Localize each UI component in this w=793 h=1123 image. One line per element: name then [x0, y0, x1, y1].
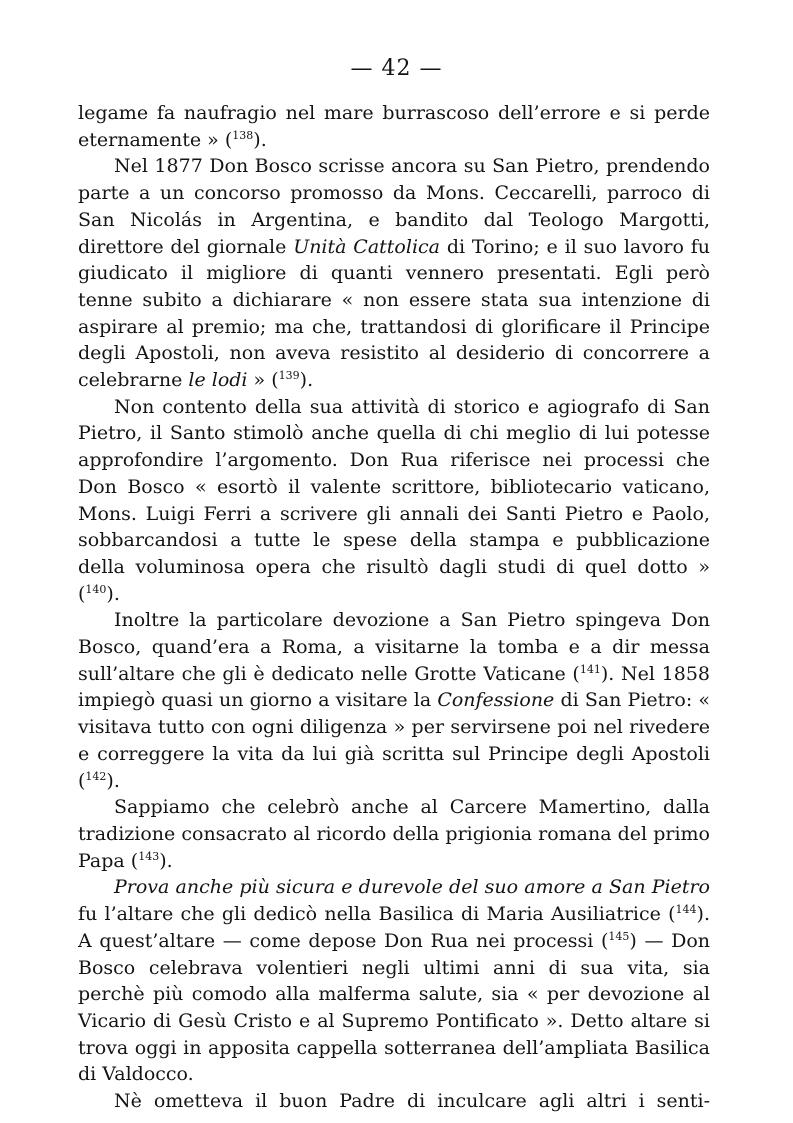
footnote-reference: ($^{140}$) — [78, 582, 114, 605]
footnote-number: 139 — [278, 369, 300, 383]
footnote-number: 145 — [608, 929, 630, 943]
italic-text: Prova anche più sicura e durevole del suo amore a San Pietro — [114, 876, 710, 899]
paragraph — [78, 1088, 710, 1115]
text-run: Nè ometteva il buon Padre di inculcare agli altri i senti- — [114, 1090, 710, 1113]
text-run: fu l’altare che gli dedicò nella Basilica di Maria Ausiliatrice — [78, 903, 669, 926]
footnote-number: 140 — [85, 582, 107, 596]
body-text — [78, 100, 710, 1115]
text-run: . — [166, 849, 173, 872]
paragraph — [78, 794, 710, 874]
page-number: — 42 — — [350, 56, 443, 81]
footnote-reference: ($^{142}$) — [78, 769, 114, 792]
footnote-number: 144 — [675, 903, 697, 917]
text-run: . — [113, 582, 120, 605]
text-run: Nel 1877 Don Bosco scrisse ancora su San Pietro, prendendo parte a un concorso promosso da Mons. Ceccarelli, parroco di San Nicolás in Argentina, e bandito dal Teologo Margotti, direttore del giornale — [78, 155, 710, 258]
text-run: . A quest’altare — come depose Don Rua nei processi — [78, 903, 710, 952]
italic-text: Confessione — [437, 689, 555, 712]
text-run: di Torino; e il suo lavoro fu giudicato il migliore di quanti vennero presentati. Egli però tenne subito a dichiarare « non essere stata sua intenzione di aspirare al premio; ma che, trattandosi di glorificare il Principe degli Apostoli, non aveva resistito al desiderio di concorrere a celebrarne — [78, 235, 710, 392]
footnote-reference: ($^{141}$) — [572, 662, 609, 685]
paragraph — [78, 607, 710, 794]
text-run: . Nel 1858 impiegò quasi un giorno a visitare la — [78, 662, 711, 712]
text-run: » — [247, 369, 272, 392]
paragraph — [78, 394, 710, 608]
italic-text: le lodi — [188, 369, 248, 392]
footnote-reference: ($^{144}$) — [668, 903, 704, 926]
text-run: di San Pietro: « visitava tutto con ogni diligenza » per servirsene poi nel rivedere e correggere la vita da lui già scritta sul Principe degli Apostoli — [78, 689, 710, 765]
footnote-number: 142 — [85, 769, 107, 783]
footnote-reference: ($^{145}$) — [600, 929, 637, 952]
text-run: Inoltre la particolare devozione a San Pietro spingeva Don Bosco, quand’era a Roma, a visitarne la tomba e a dir messa sull’altare che gli è dedicato nelle Grotte Vaticane — [78, 609, 710, 685]
text-run: . — [260, 128, 267, 151]
footnote-reference: ($^{139}$) — [271, 369, 308, 392]
footnote-number: 138 — [232, 128, 254, 142]
footnote-number: 141 — [579, 662, 601, 676]
footnote-reference: ($^{138}$) — [224, 128, 261, 151]
text-run: . — [307, 369, 314, 392]
text-run: Sappiamo che celebrò anche al Carcere Mamertino, dalla tradizione consacrato al ricordo della prigionia romana del primo Papa — [78, 796, 710, 872]
paragraph — [78, 153, 710, 393]
footnote-reference: ($^{143}$) — [130, 849, 167, 872]
text-run: legame fa naufragio nel mare burrascoso dell’errore e si perde eternamente » — [78, 102, 710, 151]
paragraph — [78, 874, 710, 1088]
text-run: — Don Bosco celebrava volentieri negli ultimi anni di sua vita, sia perchè più comodo alla malferma salute, sia « per devozione al Vicario di Gesù Cristo e al Supremo Pontificato ». Detto altare si trova oggi in apposita cappella sotterranea dell’ampliata Basilica di Valdocco. — [78, 929, 710, 1086]
paragraph — [78, 100, 710, 153]
footnote-number: 143 — [138, 849, 160, 863]
text-run: . — [113, 769, 120, 792]
italic-text: Unità Cattolica — [293, 235, 440, 258]
text-run: Non contento della sua attività di storico e agiografo di San Pietro, il Santo stimolò anche quella di chi meglio di lui potesse approfondire l’argomento. Don Rua riferisce nei processi che Don Bosco « esortò il valente scrittore, bibliotecario vaticano, Mons. Luigi Ferri a scrivere gli annali dei Santi Pietro e Paolo, sobbarcandosi a tutte le spese della stampa e pubblicazione della voluminosa opera che risultò dagli studi di quel dotto » — [78, 395, 710, 578]
